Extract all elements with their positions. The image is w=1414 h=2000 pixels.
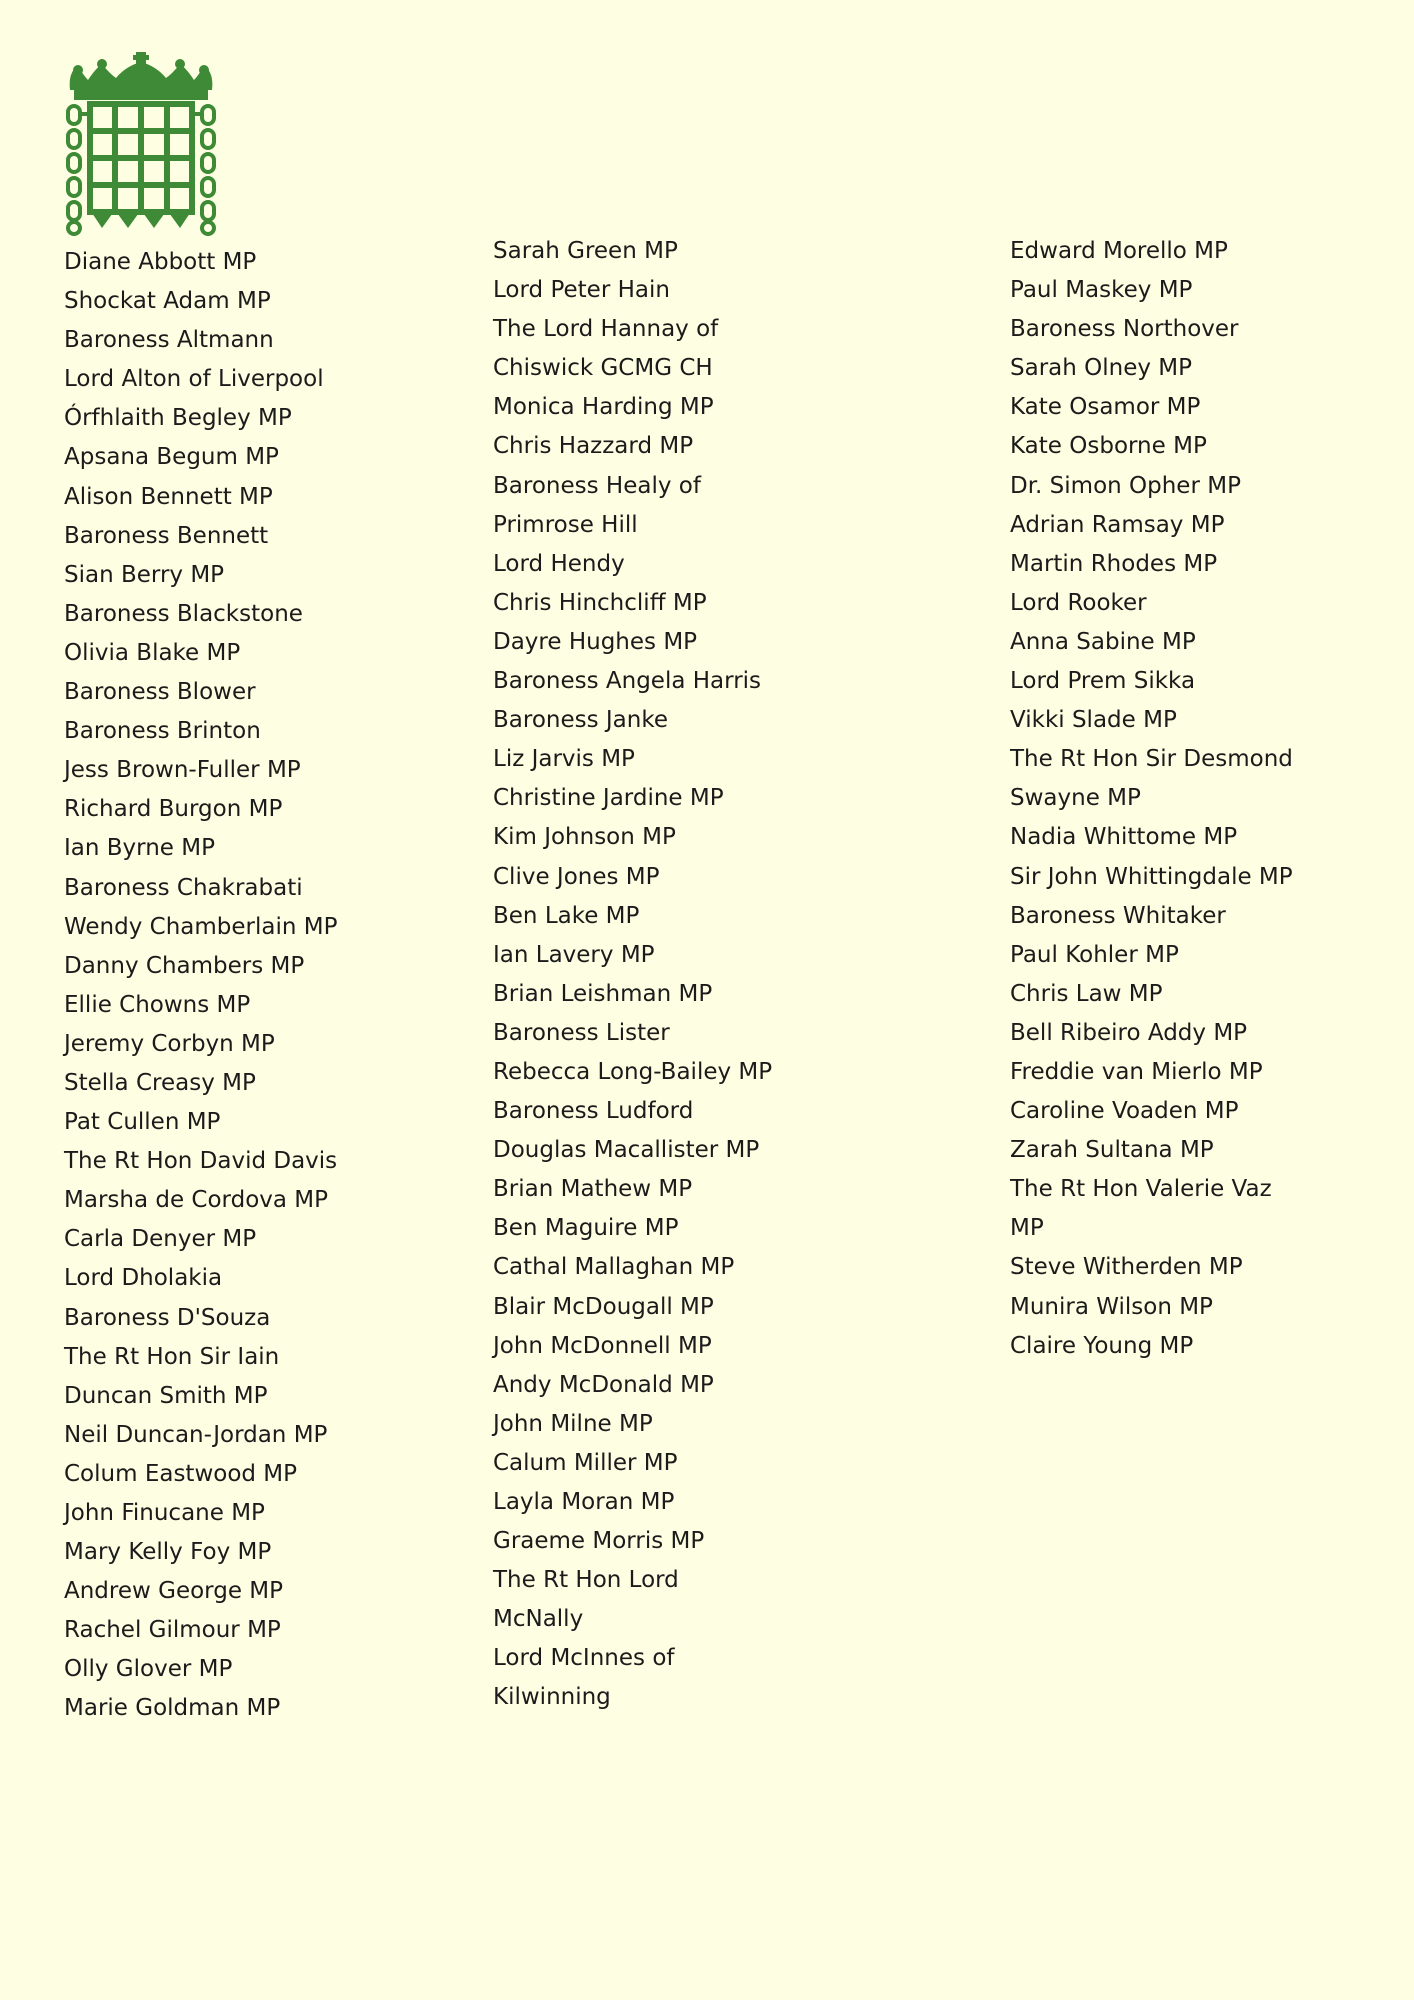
signatory-name: Baroness Blackstone xyxy=(64,600,303,627)
signatory-name: Andrew George MP xyxy=(64,1578,284,1605)
signatory-name: Kim Johnson MP xyxy=(493,824,676,851)
signatory-name: Marsha de Cordova MP xyxy=(64,1187,329,1214)
signatory-name: Richard Burgon MP xyxy=(64,796,283,823)
signatory-name: Baroness Chakrabati xyxy=(64,874,303,901)
signatory-name: Chiswick GCMG CH xyxy=(493,355,713,382)
signatory-name: Baroness Ludford xyxy=(493,1098,694,1125)
signatory-name: Brian Leishman MP xyxy=(493,980,713,1007)
signatory-name: Baroness Lister xyxy=(493,1019,670,1046)
signatory-name: McNally xyxy=(493,1606,584,1633)
signatory-name: Baroness Whitaker xyxy=(1010,902,1226,929)
signatory-name: Swayne MP xyxy=(1010,785,1141,812)
signatory-name: Sir John Whittingdale MP xyxy=(1010,863,1293,890)
signatory-name: Liz Jarvis MP xyxy=(493,746,635,773)
signatory-name: Chris Hinchcliff MP xyxy=(493,589,707,616)
signatory-name: Mary Kelly Foy MP xyxy=(64,1539,272,1566)
signatory-name: Baroness Northover xyxy=(1010,316,1239,343)
signatory-name: Claire Young MP xyxy=(1010,1332,1194,1359)
signatory-name: Baroness Bennett xyxy=(64,522,269,549)
signatory-name: The Rt Hon Sir Desmond xyxy=(1010,746,1293,773)
signatory-name: Órfhlaith Begley MP xyxy=(64,405,292,432)
signatory-name: Baroness Altmann xyxy=(64,327,274,354)
signatory-name: Diane Abbott MP xyxy=(64,249,257,275)
signatory-name: The Rt Hon Lord xyxy=(493,1567,679,1594)
signatory-name: MP xyxy=(1010,1215,1044,1242)
signatory-name: Nadia Whittome MP xyxy=(1010,824,1238,851)
signatory-name: Stella Creasy MP xyxy=(64,1069,256,1096)
portcullis-logo-icon xyxy=(64,50,218,236)
signatory-name: The Rt Hon Sir Iain xyxy=(64,1343,280,1370)
signatory-name: Andy McDonald MP xyxy=(493,1371,714,1398)
signatory-name: Graeme Morris MP xyxy=(493,1528,705,1555)
signatory-name: Duncan Smith MP xyxy=(64,1382,268,1409)
signatory-column-1 xyxy=(64,243,337,1729)
signatory-name: Chris Law MP xyxy=(1010,980,1163,1007)
signatory-name: Lord McInnes of xyxy=(493,1645,675,1672)
signatory-name: Christine Jardine MP xyxy=(493,785,724,812)
signatory-column-3 xyxy=(1010,232,1293,1366)
signatory-column-2 xyxy=(493,232,772,1718)
signatory-name: Ian Lavery MP xyxy=(493,941,655,968)
signatory-name: Douglas Macallister MP xyxy=(493,1137,760,1164)
signatory-name: Lord Peter Hain xyxy=(493,277,670,304)
signatory-name: Pat Cullen MP xyxy=(64,1109,221,1136)
signatory-name: Lord Rooker xyxy=(1010,589,1147,616)
signatory-name: Baroness D'Souza xyxy=(64,1304,271,1331)
signatory-name: Ian Byrne MP xyxy=(64,835,215,862)
signatory-name: Bell Ribeiro Addy MP xyxy=(1010,1019,1248,1046)
signatory-name: Ellie Chowns MP xyxy=(64,991,251,1018)
signatory-name: Dayre Hughes MP xyxy=(493,628,698,655)
signatory-name: Kate Osamor MP xyxy=(1010,394,1201,421)
signatory-name: Danny Chambers MP xyxy=(64,952,305,979)
signatory-name: Blair McDougall MP xyxy=(493,1293,714,1320)
signatory-name: Caroline Voaden MP xyxy=(1010,1098,1239,1125)
signatory-name: Freddie van Mierlo MP xyxy=(1010,1058,1263,1085)
signatory-name: Alison Bennett MP xyxy=(64,483,273,510)
signatory-name: Rachel Gilmour MP xyxy=(64,1617,281,1644)
signatory-name: Colum Eastwood MP xyxy=(64,1460,298,1487)
signatory-name: Paul Maskey MP xyxy=(1010,277,1193,304)
signatory-name: Jeremy Corbyn MP xyxy=(64,1030,275,1057)
signatory-name: Shockat Adam MP xyxy=(64,288,271,315)
signatory-name: Cathal Mallaghan MP xyxy=(493,1254,735,1281)
signatory-name: Sian Berry MP xyxy=(64,561,225,588)
signatory-name: The Rt Hon David Davis xyxy=(64,1148,338,1175)
signatory-name: Jess Brown-Fuller MP xyxy=(64,757,301,784)
signatory-name: Paul Kohler MP xyxy=(1010,941,1179,968)
signatory-name: Sarah Olney MP xyxy=(1010,355,1192,382)
signatory-name: Lord Hendy xyxy=(493,550,625,577)
signatory-name: Calum Miller MP xyxy=(493,1449,678,1476)
signatory-name: Dr. Simon Opher MP xyxy=(1010,472,1241,499)
signatory-name: Zarah Sultana MP xyxy=(1010,1137,1214,1164)
signatory-name: Ben Lake MP xyxy=(493,902,640,929)
signatory-name: Neil Duncan-Jordan MP xyxy=(64,1421,328,1448)
signatory-name: Edward Morello MP xyxy=(1010,238,1228,264)
signatory-name: Olivia Blake MP xyxy=(64,639,241,666)
signatory-name: Layla Moran MP xyxy=(493,1489,675,1515)
signatory-name: Carla Denyer MP xyxy=(64,1226,257,1253)
signatory-name: Sarah Green MP xyxy=(493,238,678,264)
signatory-name: Munira Wilson MP xyxy=(1010,1293,1213,1320)
signatory-name: The Rt Hon Valerie Vaz xyxy=(1010,1176,1272,1203)
signatory-name: Monica Harding MP xyxy=(493,394,714,421)
signatory-name: Clive Jones MP xyxy=(493,863,660,890)
signatory-name: Lord Dholakia xyxy=(64,1265,223,1292)
signatory-name: Ben Maguire MP xyxy=(493,1215,679,1242)
signatory-name: Primrose Hill xyxy=(493,511,638,538)
signatory-name: Steve Witherden MP xyxy=(1010,1254,1243,1281)
signatory-name: Baroness Healy of xyxy=(493,472,701,499)
signatory-name: Baroness Janke xyxy=(493,707,669,734)
signatory-name: Baroness Blower xyxy=(64,679,256,706)
signatory-name: Lord Prem Sikka xyxy=(1010,668,1196,695)
signatory-name: Baroness Angela Harris xyxy=(493,668,762,695)
signatory-name: John Milne MP xyxy=(493,1410,653,1437)
signatory-name: Chris Hazzard MP xyxy=(493,433,694,460)
signatory-name: Anna Sabine MP xyxy=(1010,628,1196,655)
signatory-name: Wendy Chamberlain MP xyxy=(64,913,338,940)
signatory-name: Baroness Brinton xyxy=(64,718,261,745)
signatory-name: Martin Rhodes MP xyxy=(1010,550,1218,577)
signatory-name: Adrian Ramsay MP xyxy=(1010,511,1225,538)
signatory-name: Apsana Begum MP xyxy=(64,444,279,471)
signatory-name: Olly Glover MP xyxy=(64,1656,233,1683)
signatory-name: Kilwinning xyxy=(493,1684,611,1711)
signatory-name: Rebecca Long-Bailey MP xyxy=(493,1058,773,1085)
signatory-name: Marie Goldman MP xyxy=(64,1695,281,1722)
signatory-name: Kate Osborne MP xyxy=(1010,433,1207,460)
signatory-name: John McDonnell MP xyxy=(493,1332,712,1359)
signatory-name: John Finucane MP xyxy=(64,1500,265,1526)
signatory-name: The Lord Hannay of xyxy=(493,316,719,343)
signatory-name: Vikki Slade MP xyxy=(1010,707,1177,734)
signatory-name: Lord Alton of Liverpool xyxy=(64,366,324,393)
signatory-name: Brian Mathew MP xyxy=(493,1176,693,1203)
